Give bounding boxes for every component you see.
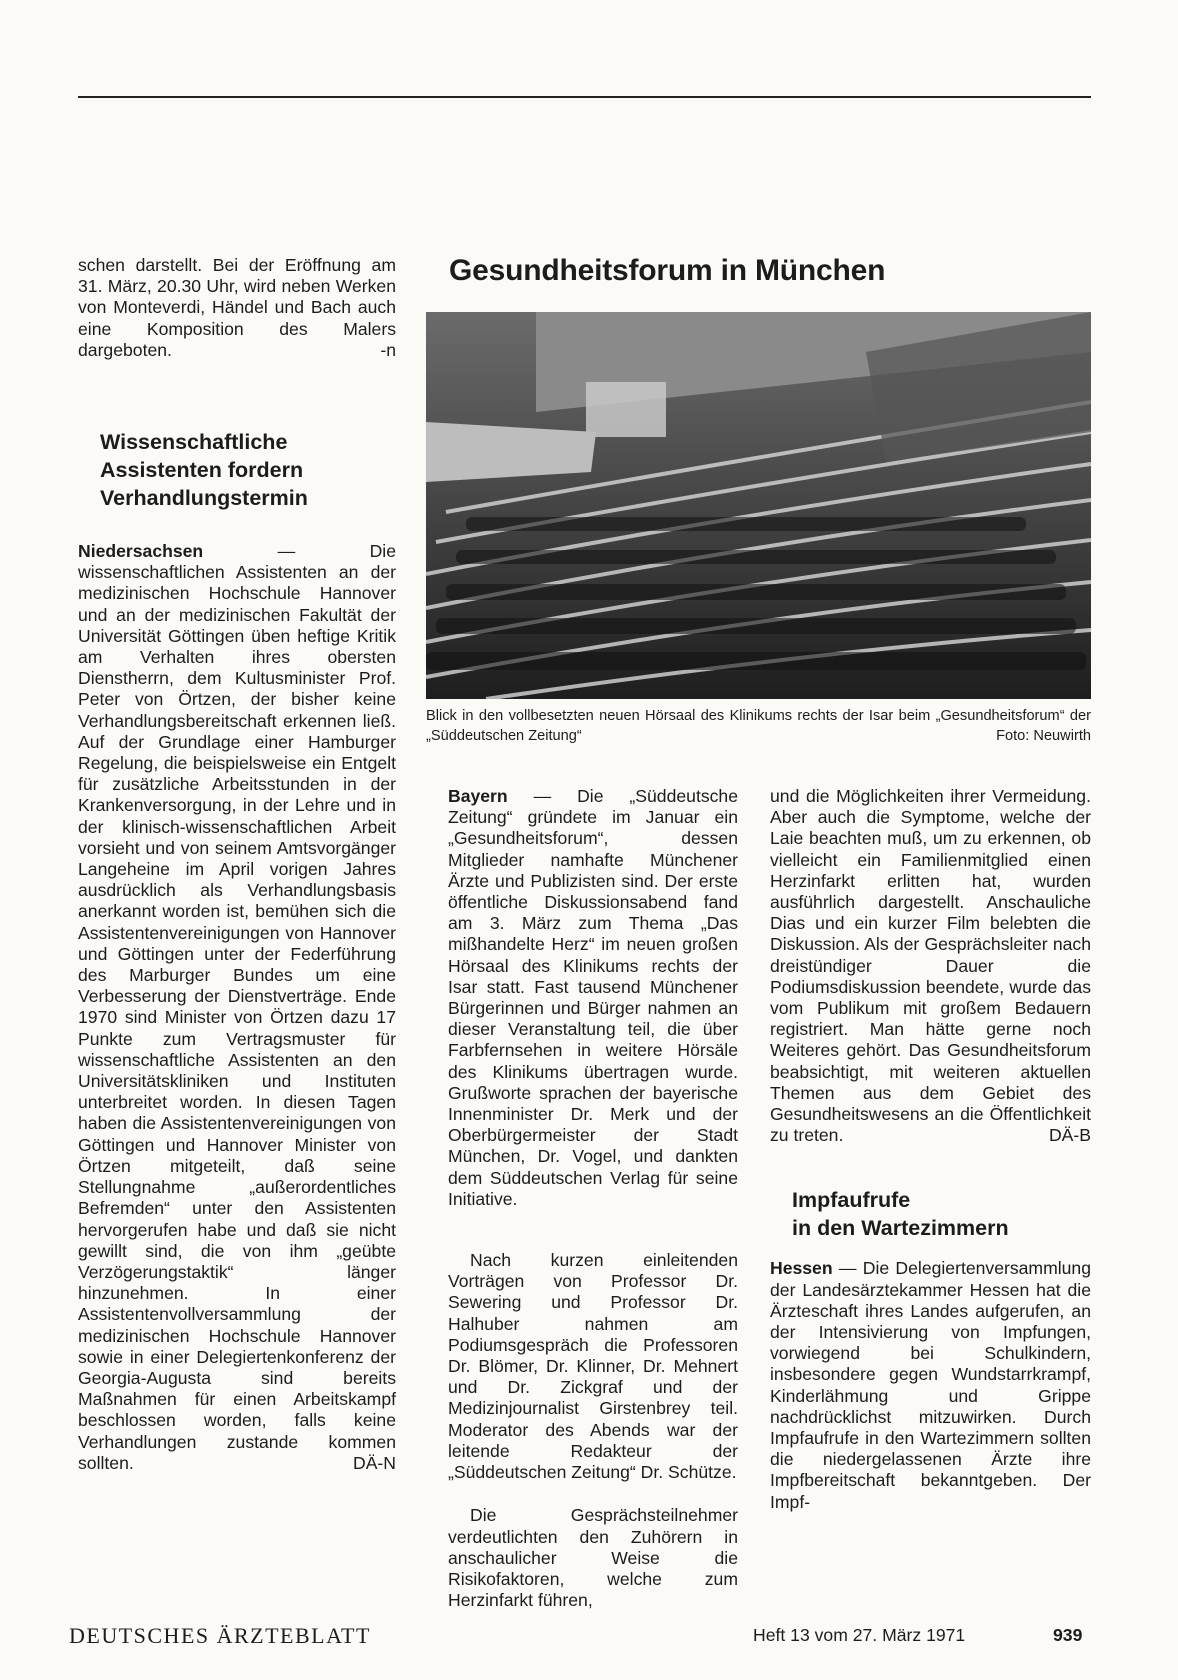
assistenten-signature: DÄ-N — [352, 1452, 396, 1473]
impfaufrufe-heading-line2: in den Wartezimmern — [792, 1216, 1009, 1241]
left-column — [78, 255, 396, 361]
assistenten-article — [78, 428, 396, 1474]
intro-paragraph — [78, 255, 396, 361]
bayern-text-2: Nach kurzen einleitenden Vorträgen von Professor Dr. Sewering und Professor Dr. Halhuber nahmen am Podiumsgespräch die Professoren Dr. Blömer, Dr. Klinner, Dr. Mehnert und Dr. Zickgraf und der Medizinjournalist Girstenbrey teil. Moderator des Abends war der leitende Redakteur der „Süddeutschen Zeitung“ Dr. Schütze. — [448, 1250, 738, 1483]
bayern-continuation — [770, 786, 1091, 1146]
hessen-paragraph — [770, 1258, 1091, 1512]
assistenten-text: — Die wissenschaftlichen Assistenten an der medizinischen Hochschule Hannover und an der medizinischen Fakultät der Universität Göttingen üben heftige Kritik am Verhalten ihres obersten Dienstherrn, dem Kultusminister Prof. Peter von Örtzen, der bisher keine Verhandlungsbereitschaft erkennen ließ. Auf der Grundlage einer Hamburger Regelung, die beispielsweise ein Entgelt für zusätzliche Arbeitsstunden in der Krankenversorgung, in der Lehre und in der klinisch-wissenschaftlichen Arbeit vorsieht und von seinem Amtsvorgänger Langeheine im April vorigen Jahres ausdrücklich als Verhandlungsbasis anerkannt worden ist, bemühen sich die Assistentenvereinigungen von Hannover und Göttingen unter der Federführung des Marburger Bundes um eine Verbesserung der Dienstverträge. Ende 1970 sind Minister von Örtzen dazu 17 Punkte zum Vertragsmuster für wissenschaftliche Assistenten an den Universitätskliniken und Instituten unterbreitet worden. In diesen Tagen haben die Assistentenvereinigungen von Göttingen und Hannover Minister von Örtzen mitgeteilt, daß seine Stellungnahme „außerordentliches Befremden“ unter den Assistenten hervorgerufen habe und daß sie nicht gewillt sind, die von ihm „geübte Verzögerungstaktik“ länger hinzunehmen. In einer Assistentenvollversammlung der medizinischen Hochschule Hannover sowie in einer Delegiertenkonferenz der Georgia-Augusta sind bereits Maßnahmen für einen Arbeitskampf beschlossen worden, falls keine Verhandlungen zustande kommen sollten. — [78, 541, 396, 1473]
hessen-lead: Hessen — [770, 1258, 833, 1279]
assistenten-heading-line3: Verhandlungstermin — [100, 486, 308, 510]
bayern-signature: DÄ-B — [1048, 1125, 1091, 1146]
bayern-text-1: — Die „Süddeutsche Zeitung“ gründete im Januar ein „Gesundheitsforum“, dessen Mitglieder namhafte Münchener Ärzte und Publizisten sind. Der erste öffentliche Diskussionsabend fand am 3. März zum Thema „Das mißhandelte Herz“ im neuen großen Hörsaal des Klinikums rechts der Isar statt. Fast tausend Münchener Bürgerinnen und Bürger nahmen an dieser Veranstaltung teil, die über Farbfernsehen in weitere Hörsäle des Klinikums übertragen wurde. Grußworte sprachen der bayerische Innenminister Dr. Merk und der Oberbürgermeister der Stadt München, Dr. Vogel, und dankten dem Süddeutschen Verlag für seine Initiative. — [448, 786, 738, 1209]
bayern-paragraph-2 — [448, 1250, 738, 1483]
bayern-continuation-text: und die Möglichkeiten ihrer Vermeidung. Aber auch die Symptome, welche der Laie beachten muß, um zu erkennen, ob vielleicht ein Familienmitglied einen Herzinfarkt erlitten hat, wurden ausführlich dargestellt. Anschauliche Dias und ein kurzer Film belebten die Diskussion. Als der Gesprächsleiter nach dreistündiger Dauer die Podiumsdiskussion beendete, wurde das vom Publikum mit großem Bedauern registriert. Man hätte gerne noch Weiteres gehört. Das Gesundheitsforum beabsichtigt, mit weiteren aktuellen Themen aus dem Gebiet des Gesundheitswesens an die Öffentlichkeit zu treten. — [770, 786, 1091, 1146]
bayern-paragraph-3 — [448, 1505, 738, 1611]
impfaufrufe-heading-line1: Impfaufrufe — [792, 1188, 911, 1213]
assistenten-body — [78, 541, 396, 1474]
photo-credit: Foto: Neuwirth — [996, 728, 1091, 744]
assistenten-heading-line1: Wissenschaftliche — [100, 430, 288, 454]
page-number: 939 — [1053, 1625, 1083, 1645]
assistenten-lead: Niedersachsen — [78, 541, 204, 561]
gesundheitsforum-heading: Gesundheitsforum in München — [449, 254, 886, 287]
lecture-hall-photo — [426, 312, 1091, 699]
intro-text: schen darstellt. Bei der Eröffnung am 31. März, 20.30 Uhr, wird neben Werken von Monteverdi, Händel und Bach auch eine Komposition des Malers dargeboten. — [78, 255, 396, 360]
issue-info: Heft 13 vom 27. März 1971 — [753, 1625, 966, 1645]
intro-signature: -n — [380, 339, 396, 360]
photo-illustration — [426, 312, 1091, 699]
caption-text: Blick in den vollbesetzten neuen Hörsaal des Klinikums rechts der Isar beim „Gesundheitsforum“ der „Süddeutschen Zeitung“ — [426, 708, 1091, 744]
assistenten-heading-line2: Assistenten fordern — [100, 458, 304, 482]
bayern-paragraph-1 — [448, 786, 738, 1210]
photo-caption — [426, 706, 1091, 746]
assistenten-heading — [100, 428, 396, 512]
publication-name: DEUTSCHES ÄRZTEBLATT — [69, 1623, 371, 1648]
middle-column — [448, 786, 738, 1611]
top-rule — [78, 96, 1091, 98]
bayern-lead: Bayern — [448, 786, 508, 806]
right-column — [770, 786, 1091, 1513]
impfaufrufe-heading — [792, 1186, 1091, 1242]
bayern-text-3: Die Gesprächsteilnehmer verdeutlichten den Zuhörern in anschaulicher Weise die Risikofaktoren, welche zum Herzinfarkt führen, — [448, 1505, 738, 1611]
hessen-text: — Die Delegiertenversammlung der Landesärztekammer Hessen hat die Ärzteschaft ihres Landes aufgerufen, an der Intensivierung von Impfungen, vorwiegend bei Schulkindern, insbesondere gegen Wundstarrkrampf, Kinderlähmung und Grippe nachdrücklichst mitzuwirken. Durch Impfaufrufe in den Wartezimmern sollten die niedergelassenen Ärzte ihre Impfbereitschaft bekanntgeben. Der Impf- — [770, 1258, 1091, 1512]
